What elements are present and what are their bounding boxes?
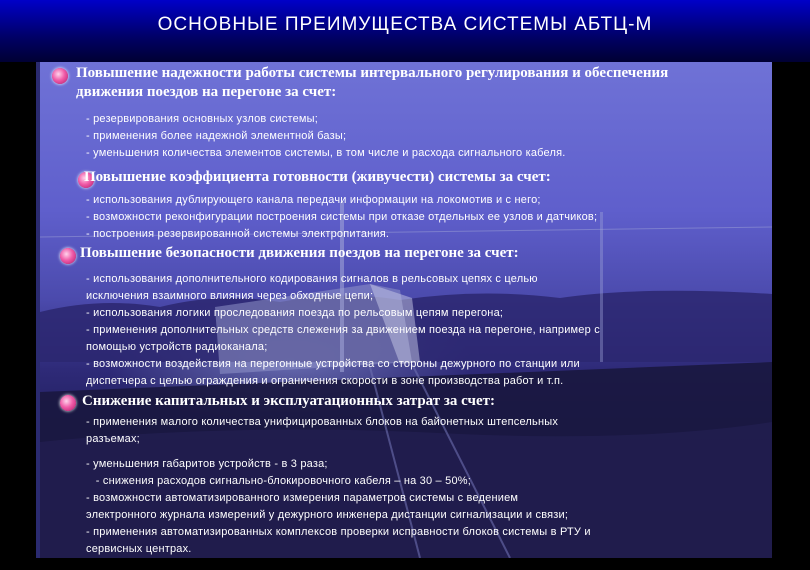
list-item: - применения более надежной элементной базы; xyxy=(86,130,347,142)
list-item: электронного журнала измерений у дежурного инженера дистанции сигнализации и связи; xyxy=(86,509,569,521)
list-item: разъемах; xyxy=(86,433,140,445)
list-item: - резервирования основных узлов системы; xyxy=(86,113,319,125)
section-heading-2: Повышение коэффициента готовности (живучести) системы за счет: xyxy=(84,169,551,185)
list-item: - использования дополнительного кодирования сигналов в рельсовых цепях с целью xyxy=(86,273,538,285)
section-list-2 xyxy=(86,192,772,243)
section-list-1 xyxy=(86,111,766,162)
section-heading-1: Повышение надежности работы системы интервального регулирования и обеспечения движения поездов на перегоне за счет: xyxy=(76,65,669,100)
list-item: - применения автоматизированных комплексов проверки исправности блоков системы в РТУ и xyxy=(86,526,591,538)
bullet-1-icon xyxy=(52,68,68,84)
background-photo xyxy=(40,62,772,558)
section-heading-3: Повышение безопасности движения поездов на перегоне за счет: xyxy=(80,245,519,261)
section-heading-4: Снижение капитальных и эксплуатационных затрат за счет: xyxy=(82,393,496,409)
list-item xyxy=(86,448,772,456)
list-item: - возможности автоматизированного измерения параметров системы с ведением xyxy=(86,492,519,504)
list-item: исключения взаимного влияния через обходные цепи; xyxy=(86,290,374,302)
list-item: - построения резервированной системы электропитания. xyxy=(86,228,390,240)
list-item: - применения дополнительных средств слежения за движением поезда на перегоне, например с xyxy=(86,324,600,336)
list-item: - уменьшения количества элементов системы, в том числе и расхода сигнального кабеля. xyxy=(86,147,566,159)
list-item: помощью устройств радиоканала; xyxy=(86,341,268,353)
list-item: - применения малого количества унифицированных блоков на байонетных штепсельных xyxy=(86,416,559,428)
list-item: - уменьшения габаритов устройств - в 3 раза; xyxy=(86,458,328,470)
bullet-3-icon xyxy=(60,248,76,264)
list-item: - использования логики проследования поезда по рельсовым цепям перегона; xyxy=(86,307,504,319)
list-item: - возможности реконфигурации построения системы при отказе отдельных ее узлов и датчиков; xyxy=(86,211,598,223)
list-item: - снижения расходов сигнально-блокировочного кабеля – на 30 – 50%; xyxy=(86,475,472,487)
list-item: сервисных центрах. xyxy=(86,543,192,555)
section-list-3 xyxy=(86,271,772,390)
title-bar xyxy=(0,0,810,62)
bullet-4-icon xyxy=(60,395,76,411)
list-item: - возможности воздействия на перегонные устройства со стороны дежурного по станции или xyxy=(86,358,580,370)
page-title: ОСНОВНЫЕ ПРЕИМУЩЕСТВА СИСТЕМЫ АБТЦ-М xyxy=(157,14,653,35)
list-item: диспетчера с целью ограждения и ограничения скорости в зоне производства работ и т.п. xyxy=(86,375,564,387)
list-item: - использования дублирующего канала передачи информации на локомотив и с него; xyxy=(86,194,541,206)
section-list-4 xyxy=(86,414,772,558)
